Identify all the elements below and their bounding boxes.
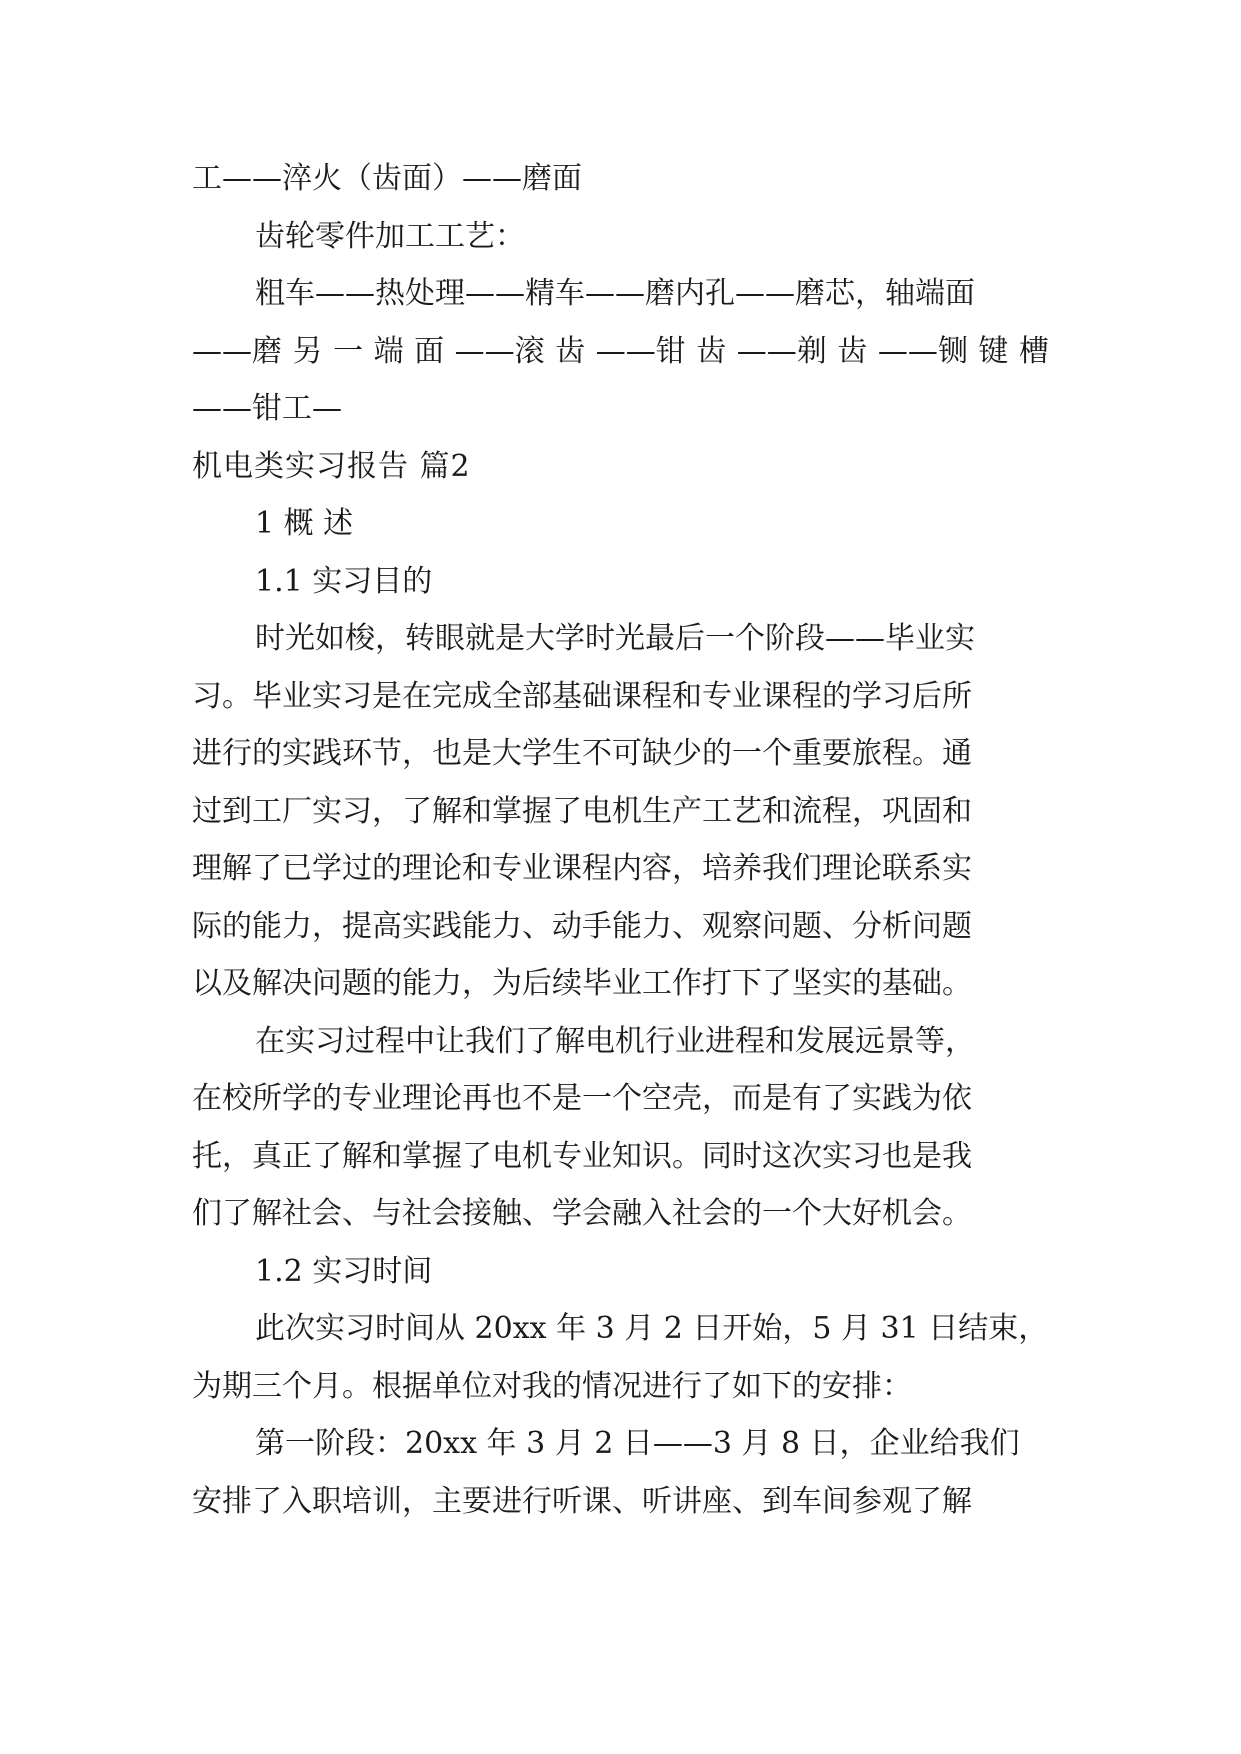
paragraph-line: 习。毕业实习是在完成全部基础课程和专业课程的学习后所 bbox=[192, 678, 972, 714]
paragraph-line: 此次实习时间从 20xx 年 3 月 2 日开始，5 月 31 日结束， bbox=[255, 1311, 1049, 1346]
gear-process-line-1: 粗车——热处理——精车——磨内孔——磨芯，轴端面 bbox=[255, 276, 975, 311]
paragraph-line: 进行的实践环节，也是大学生不可缺少的一个重要旅程。通 bbox=[192, 736, 972, 771]
gear-process-line-3: ——钳工— bbox=[192, 391, 342, 426]
paragraph-line: 托，真正了解和掌握了电机专业知识。同时这次实习也是我 bbox=[192, 1138, 972, 1174]
paragraph-line: 在校所学的专业理论再也不是一个空壳，而是有了实践为依 bbox=[192, 1081, 972, 1116]
paragraph-line: 为期三个月。根据单位对我的情况进行了如下的安排： bbox=[192, 1368, 912, 1404]
paragraph-line: 安排了入职培训，主要进行听课、听讲座、到车间参观了解 bbox=[192, 1483, 972, 1519]
paragraph-line: 在实习过程中让我们了解电机行业进程和发展远景等， bbox=[255, 1023, 975, 1059]
section-heading-overview: 1 概 述 bbox=[255, 506, 354, 541]
gear-process-line-2: ——磨 另 一 端 面 ——滚 齿 ——钳 齿 ——剃 齿 ——铡 键 槽 bbox=[192, 333, 1049, 369]
gear-process-heading: 齿轮零件加工工艺： bbox=[255, 218, 525, 254]
paragraph-line: 过到工厂实习，了解和掌握了电机生产工艺和流程，巩固和 bbox=[192, 793, 972, 829]
paragraph-line: 以及解决问题的能力，为后续毕业工作打下了坚实的基础。 bbox=[192, 966, 972, 1001]
paragraph-line: 第一阶段：20xx 年 3 月 2 日——3 月 8 日，企业给我们 bbox=[255, 1426, 1020, 1461]
paragraph-line: 际的能力，提高实践能力、动手能力、观察问题、分析问题 bbox=[192, 908, 972, 944]
article-title: 机电类实习报告 篇2 bbox=[192, 448, 471, 484]
process-line-continued: 工——淬火（齿面）——磨面 bbox=[192, 161, 582, 196]
document-page bbox=[192, 150, 1049, 1530]
subsection-heading-time: 1.2 实习时间 bbox=[255, 1253, 433, 1289]
paragraph-line: 们了解社会、与社会接触、学会融入社会的一个大好机会。 bbox=[192, 1196, 972, 1231]
subsection-heading-purpose: 1.1 实习目的 bbox=[255, 563, 433, 599]
paragraph-line: 时光如梭，转眼就是大学时光最后一个阶段——毕业实 bbox=[255, 621, 975, 656]
paragraph-line: 理解了已学过的理论和专业课程内容，培养我们理论联系实 bbox=[192, 851, 972, 886]
